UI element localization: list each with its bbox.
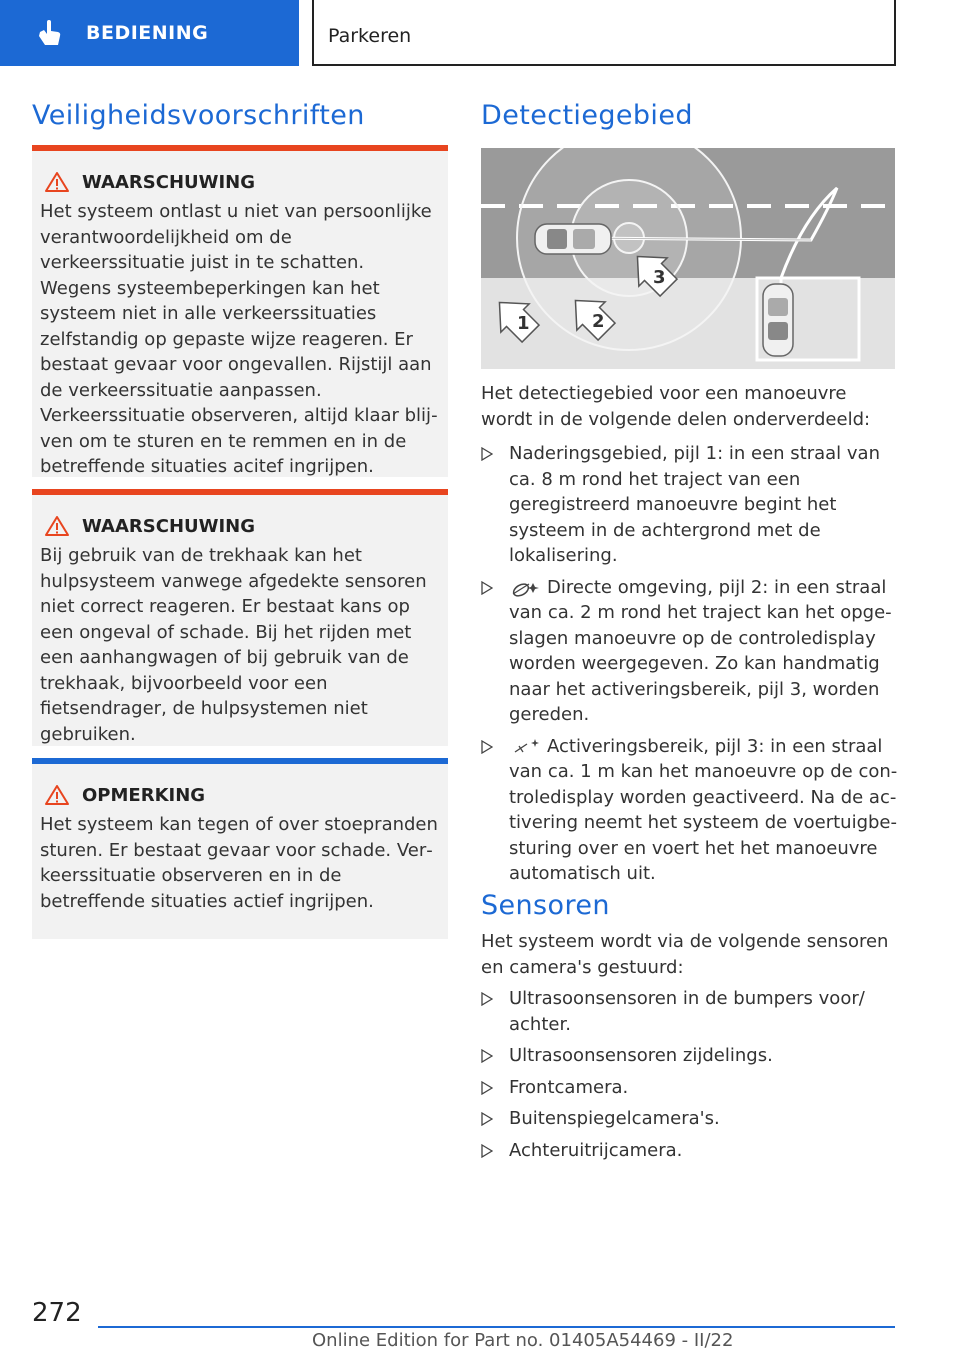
list-bullet-triangle-icon [481,1112,493,1126]
note-title: OPMERKING [82,784,206,806]
note-box [32,758,448,939]
chapter-title: Parkeren [328,25,412,47]
list-item [481,1138,901,1164]
list-bullet-triangle-icon [481,1144,493,1158]
list-item [481,1106,901,1132]
sensors-heading: Sensoren [481,890,610,921]
parking-steer-icon [509,738,541,756]
detection-area-figure [481,148,895,369]
parked-vehicle [763,284,793,356]
detection-list [481,441,901,893]
warning-title: WAARSCHUWING [82,515,256,537]
arrow-2-label: 2 [592,311,605,332]
list-bullet-triangle-icon [481,1049,493,1063]
edition-info: Online Edition for Part no. 01405A54469 - II/22 [312,1330,734,1351]
list-item [481,441,901,569]
list-item [481,575,901,728]
detection-heading: Detectiegebied [481,100,693,131]
list-item [481,1043,901,1069]
list-item-text: Buitenspiegelcamera's. [509,1108,720,1129]
warning-text: Het systeem ontlast u niet van persoonlijke verantwoordelijkheid om de verkeerssituatie juist in te schatten. Wegens systeembeperkingen kan het systeem niet in alle verkeerssituaties zelfstandig op gepaste wijze reageren. Er bestaat gevaar voor ongevallen. Rijstijl aan de verkeerssituatie aanpassen. Verkeerssituatie observeren, altijd klaar blijven om te sturen en te remmen en in de betreffende situaties acitef ingrijpen. [40,201,438,477]
list-bullet-triangle-icon [481,581,493,595]
warning-triangle-icon [44,171,70,193]
list-item-text: Ultrasoonsensoren zijdelings. [509,1045,773,1066]
list-item-text: Frontcamera. [509,1076,629,1098]
section-tab [0,0,299,66]
safety-heading: Veiligheidsvoorschriften [32,100,365,131]
warning-box-2 [32,489,448,746]
section-label: BEDIENING [86,22,209,44]
arrow-1-label: 1 [517,313,530,334]
footer-divider [98,1326,895,1328]
note-text: Het systeem kan tegen of over stoepranden sturen. Er bestaat gevaar voor schade. Verkeerssituatie observeren en in de betreffende situaties actief ingrijpen. [40,814,438,912]
page-number: 272 [32,1298,82,1328]
sensors-list [481,986,901,1169]
detection-intro: Het detectiegebied voor een manoeuvre wordt in de volgende delen onderverdeeld: [481,383,871,430]
list-item-text: Achteruitrijcamera. [509,1139,683,1161]
list-item-text: Ultrasoonsensoren in de bumpers voor/ achter. [509,988,865,1035]
warning-text: Bij gebruik van de trekhaak kan het hulpsysteem vanwege afgedekte sensoren niet correct reageren. Er bestaat kans op een ongeval of schade. Bij het rijden met een aanhangwagen of bij gebruik van de trekhaak, bijvoorbeeld voor een fietsendrager, de hulpsystemen niet gebruiken. [40,545,427,745]
warning-triangle-icon [44,784,70,806]
arrow-3-label: 3 [653,267,666,288]
list-bullet-triangle-icon [481,447,493,461]
detection-diagram [481,148,895,369]
pointing-hand-icon [34,18,64,48]
list-bullet-triangle-icon [481,992,493,1006]
list-item [481,1075,901,1101]
list-item-text: Naderingsgebied, pijl 1: in een straal van ca. 8 m rond het traject van een geregistreerd manoeuvre begint het systeem in de achtergrond met de lokalisering. [509,443,880,566]
list-bullet-triangle-icon [481,740,493,754]
vehicle-on-road [535,224,611,254]
warning-box-1 [32,145,448,477]
list-item-text: Activeringsbereik, pijl 3: in een straal van ca. 1 m kan het manoeuvre op de controledisplay worden geactiveerd. Na de activering neemt het systeem de voertuigbesturing over en voert het het manoeuvre automatisch uit. [509,735,898,884]
list-item [481,734,901,887]
parking-steer-icon [509,579,541,597]
sensors-intro: Het systeem wordt via de volgende sensoren en camera's gestuurd: [481,931,889,978]
chapter-box [312,0,896,66]
list-bullet-triangle-icon [481,1081,493,1095]
list-item-text: Directe omgeving, pijl 2: in een straal van ca. 2 m rond het traject kan het opgeslagen manoeuvre op de controledisplay worden weergegeven. Zo kan handmatig naar het activeringsbereik, pijl 3, worden gereden. [509,576,892,725]
warning-title: WAARSCHUWING [82,171,256,193]
list-item [481,986,901,1037]
warning-triangle-icon [44,515,70,537]
